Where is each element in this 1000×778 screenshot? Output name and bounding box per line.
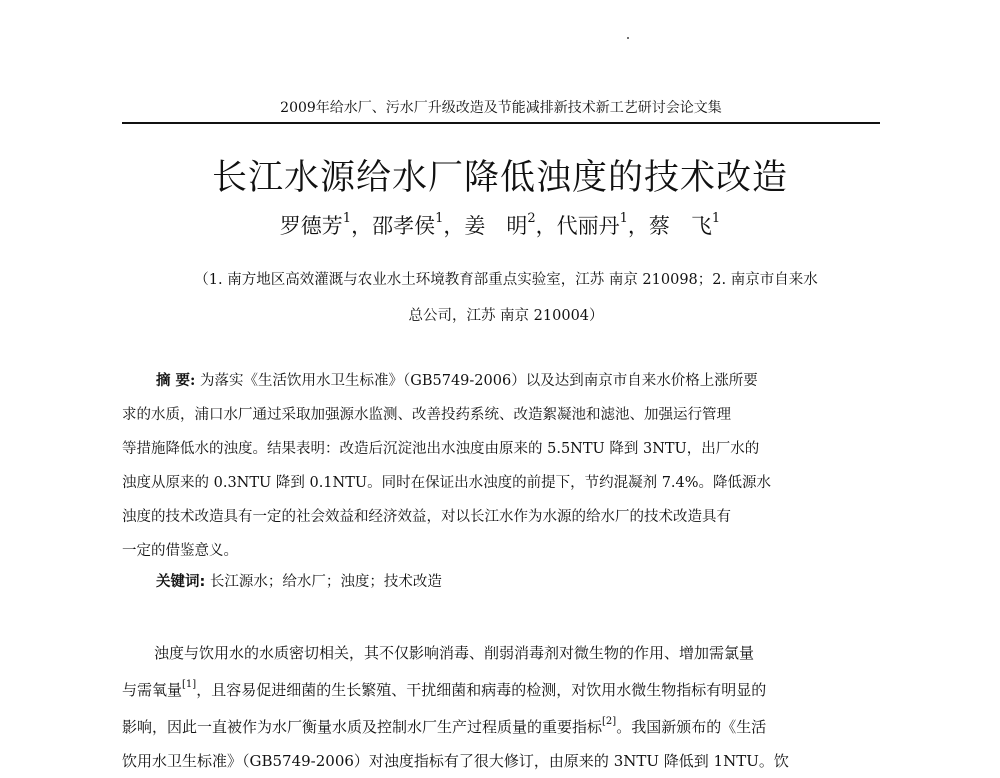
- body-text: [122, 636, 882, 778]
- author: 姜 明$^2$: [464, 211, 536, 238]
- abstract-line: 等措施降低水的浊度。结果表明：改造后沉淀池出水浊度由原来的 5.5NTU 降到 3NTU，出厂水的: [122, 441, 760, 457]
- author-separator: ，: [351, 214, 373, 238]
- affiliation-line: 总公司，江苏 南京 210004）: [408, 308, 604, 324]
- author: 蔡 飞$^1$: [648, 211, 721, 238]
- paper-title: 长江水源给水厂降低浊度的技术改造: [211, 158, 788, 198]
- abstract-line: 求的水质，浦口水厂通过采取加强源水监测、改善投药系统、改造絮凝池和滤池、加强运行管理: [122, 407, 731, 423]
- author-separator: ，: [627, 214, 649, 238]
- affiliations: [130, 262, 882, 334]
- abstract: [122, 364, 882, 568]
- abstract-line: 浊度的技术改造具有一定的社会效益和经济效益，对以长江水作为水源的给水厂的技术改造具有: [122, 509, 731, 525]
- citation-ref: [1]: [182, 679, 197, 690]
- author-separator: ，: [443, 214, 465, 238]
- abstract-label: 摘 要:: [156, 372, 196, 389]
- keywords-text: 长江源水；给水厂；浊度；技术改造: [209, 574, 442, 590]
- scan-speck: [627, 37, 629, 39]
- affiliation-line: （1. 南方地区高效灌溉与农业水土环境教育部重点实验室，江苏 南京 210098；2. 南京市自来水: [194, 272, 818, 288]
- body-line: 浊度与饮用水的水质密切相关，其不仅影响消毒、削弱消毒剂对微生物的作用、增加需氯量: [154, 644, 755, 662]
- body-line: 与需氧量[1]，且容易促进细菌的生长繁殖、干扰细菌和病毒的检测，对饮用水微生物指标有明显的: [122, 679, 767, 699]
- abstract-line: 摘 要: 为落实《生活饮用水卫生标准》（GB5749-2006）以及达到南京市自来水价格上涨所要: [156, 372, 758, 389]
- body-line: 影响，因此一直被作为水厂衡量水质及控制水厂生产过程质量的重要指标[2]。我国新颁布的《生活: [122, 716, 767, 736]
- author-list: [0, 210, 1000, 240]
- abstract-line: 浊度从原来的 0.3NTU 降到 0.1NTU。同时在保证出水浊度的前提下，节约混凝剂 7.4%。降低源水: [122, 475, 772, 491]
- author: 罗德芳$^1$: [279, 211, 352, 238]
- keywords: [156, 570, 442, 591]
- body-line: 饮用水卫生标准》（GB5749-2006）对浊度指标有了很大修订，由原来的 3NTU 降低到 1NTU。饮: [122, 752, 789, 770]
- abstract-line: 一定的借鉴意义。: [122, 543, 238, 559]
- header-rule: [122, 122, 880, 124]
- author: 代丽丹$^1$: [556, 211, 628, 238]
- citation-ref: [2]: [602, 716, 617, 727]
- author-separator: ，: [535, 214, 557, 238]
- running-header: 2009年给水厂、污水厂升级改造及节能减排新技术新工艺研讨会论文集: [280, 100, 722, 116]
- keywords-label: 关键词:: [156, 574, 206, 590]
- author: 邵孝侯$^1$: [372, 211, 444, 238]
